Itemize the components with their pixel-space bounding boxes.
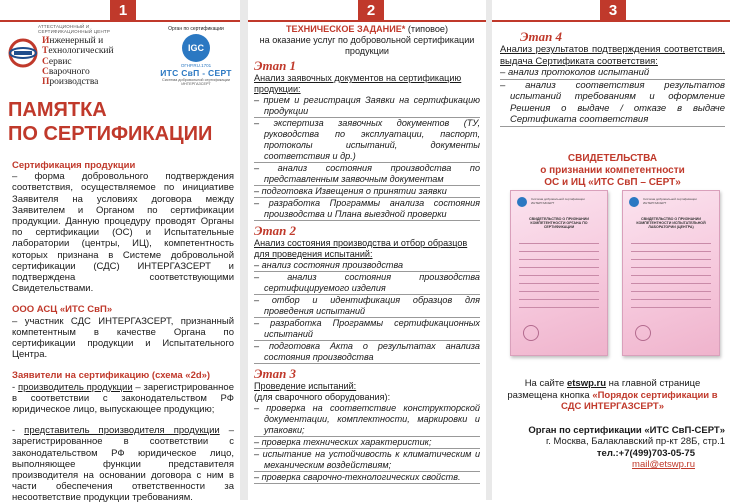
stage-4-heading: Анализ результатов подтверждения соответствия, выдача Сертификата соответствия:: [500, 44, 725, 67]
emblem-icon: [8, 38, 38, 68]
list-item: – подготовка Акта о результатах анализа состояния производства: [254, 341, 480, 364]
certificate-image-os: Система добровольной сертификации ИНТЕРГАЗСЕРТ СВИДЕТЕЛЬСТВО О ПРИЗНАНИИ КОМПЕТЕНТНОСТИ ОРГАНА ПО СЕРТИФИКАЦИИ: [510, 190, 608, 356]
list-item: – анализ состояния производства сертифицируемого изделия: [254, 272, 480, 295]
email-link[interactable]: mail@etswp.ru: [632, 459, 695, 470]
page-title: ПАМЯТКА ПО СЕРТИФИКАЦИИ: [8, 99, 213, 145]
stage-3-subheading: (для сварочного оборудования):: [254, 392, 391, 402]
stage-2-title: Этап 2: [254, 223, 297, 238]
phone: тел.:+7(499)703-05-75: [596, 447, 695, 459]
column-2-text: [254, 24, 480, 484]
column-number-badge: 3: [600, 0, 626, 22]
stage-2-heading: Анализ состояния производства и отбор образцов для проведения испытаний:: [254, 238, 468, 259]
list-item: – подготовка Извещения о принятии заявки: [254, 186, 480, 198]
logo-text: Инженерный и Технологический Сервис Сварочного Производства: [42, 36, 114, 88]
stage-1-heading: Анализ заявочных документов на сертификацию продукции:: [254, 73, 462, 94]
igc-mark-icon: [517, 197, 527, 207]
list-item: – анализ протоколов испытаний: [500, 67, 725, 80]
logo-caption: АТТЕСТАЦИОННЫЙ И СЕРТИФИКАЦИОННЫЙ ЦЕНТР: [38, 24, 111, 34]
list-item: – прием и регистрация Заявки на сертификацию продукции: [254, 95, 480, 118]
column-1: [0, 0, 240, 504]
column-3: [492, 0, 730, 500]
igc-logo: [156, 26, 236, 90]
list-item: – анализ состояния производства по представленным заявочным документам: [254, 163, 480, 186]
stage-1-title: Этап 1: [254, 58, 297, 73]
org-name: Орган по сертификации «ИТС СвП-СЕРТ»: [528, 424, 725, 436]
igc-caption: Орган по сертификации: [168, 26, 224, 32]
stage-3-title: Этап 3: [254, 366, 297, 381]
igc-name: ИТС СвП - СЕРТ: [160, 68, 232, 78]
list-item: – анализ соответствия результатов испытаний требованиям и оформление Решения о выдаче / отказе в выдаче Сертификата соответствия: [500, 80, 725, 127]
stage-2-list: [254, 260, 480, 364]
certificates-heading: СВИДЕТЕЛЬСТВА о признании компетентности ОС и ИЦ «ИТС СвП – СЕРТ»: [540, 152, 685, 188]
paragraph: – форма добровольного подтверждения соответствия, осуществляемое по инициативе Заявителя на условиях договора между Заявителем и Органом по сертификации продукции. Данную процедуру проводят Органы по сертификации (ОС) и Испытательные лаборатории (центры, ИЦ), компетентность которых признана в Системе добровольной сертификации (СДС) ИНТЕРГАЗСЕРТ и подтверждена соответствующими Свидетельствами.: [12, 171, 234, 295]
address: г. Москва, Балаклавский пр-кт 28Б, стр.1: [545, 436, 725, 447]
section-heading: Заявители на сертификацию (схема «2d»): [12, 370, 211, 382]
column-3-text: [500, 30, 725, 189]
logos-block: [8, 24, 238, 94]
list-item: – проверка на соответствие конструкторской документации, комплектности, маркировки и упаковки;: [254, 403, 480, 437]
stage-1-list: [254, 95, 480, 221]
tz-subheading: на оказание услуг по добровольной сертификации продукции: [259, 35, 475, 56]
site-info: На сайте etswp.ru на главной странице размещена кнопка «Порядок сертификации в СДС ИНТЕРГАЗСЕРТ»: [507, 378, 718, 412]
seal-icon: [635, 325, 651, 341]
site-button-name: «Порядок сертификации в СДС ИНТЕРГАЗСЕРТ»: [560, 389, 718, 412]
stage-3-list: [254, 403, 480, 484]
paragraph: – участник СДС ИНТЕРГАЗСЕРТ, признанный компетентным в качестве Органа по сертификации продукции и Испытательного Центра.: [12, 315, 234, 361]
seal-icon: [523, 325, 539, 341]
list-item: – экспертиза заявочных документов (ТУ, руководства по эксплуатации, паспорт, протоколы испытаний, документы соответствия и др.): [254, 118, 480, 163]
list-item: – разработка Программы анализа состояния производства и Плана выездной проверки: [254, 198, 480, 221]
list-item: – разработка Программы сертификационных испытаний: [254, 318, 480, 341]
list-item: – проверка сварочно-технологических свойств.: [254, 472, 480, 484]
column-number-badge: 1: [110, 0, 136, 22]
site-link[interactable]: etswp.ru: [566, 378, 607, 389]
list-item: – испытание на устойчивость к климатическим и механическим воздействиям;: [254, 449, 480, 472]
paragraph: - производитель продукции – зарегистрированное в соответствии с законодательством РФ юридическое лицо, выпускающее продукцию;: [12, 381, 234, 416]
section-heading: ООО АСЦ «ИТС СвП»: [12, 304, 113, 316]
column-2: [248, 0, 486, 500]
stage-4-title: Этап 4: [520, 29, 563, 44]
list-item: – проверка технических характеристик;: [254, 437, 480, 449]
igc-subtitle: Система добровольной сертификации ИНТЕРГАЗСЕРТ: [161, 78, 231, 87]
stage-3-heading: Проведение испытаний:: [254, 381, 357, 391]
section-heading: Сертификация продукции: [12, 160, 136, 171]
stage-4-list: [500, 67, 725, 127]
list-item: – анализ состояния производства: [254, 260, 480, 272]
igc-mark-icon: [629, 197, 639, 207]
paragraph: - представитель производителя продукции – зарегистрированное в соответствии с законодательством РФ юридическое лицо, выполняющее функции представителя производителя на основании договора с ним в части обеспечения ответственности за несоответствие продукции требованиям.: [12, 425, 234, 504]
tz-heading: ТЕХНИЧЕСКОЕ ЗАДАНИЕ* (типовое): [285, 24, 449, 34]
list-item: – отбор и идентификация образцов для проведения испытаний: [254, 295, 480, 318]
column-1-text: [12, 160, 234, 504]
contacts-block: [500, 378, 725, 471]
column-number-badge: 2: [358, 0, 384, 22]
igc-reg-number: ОГНР.RU.1701: [180, 63, 212, 68]
certificate-image-ic: Система добровольной сертификации ИНТЕРГАЗСЕРТ СВИДЕТЕЛЬСТВО О ПРИЗНАНИИ КОМПЕТЕНТНОСТИ ИСПЫТАТЕЛЬНОЙ ЛАБОРАТОРИИ (ЦЕНТРА): [622, 190, 720, 356]
igc-mark-icon: IGC: [182, 34, 210, 62]
certificates-images: [510, 190, 722, 362]
itssvp-logo: [8, 24, 148, 88]
